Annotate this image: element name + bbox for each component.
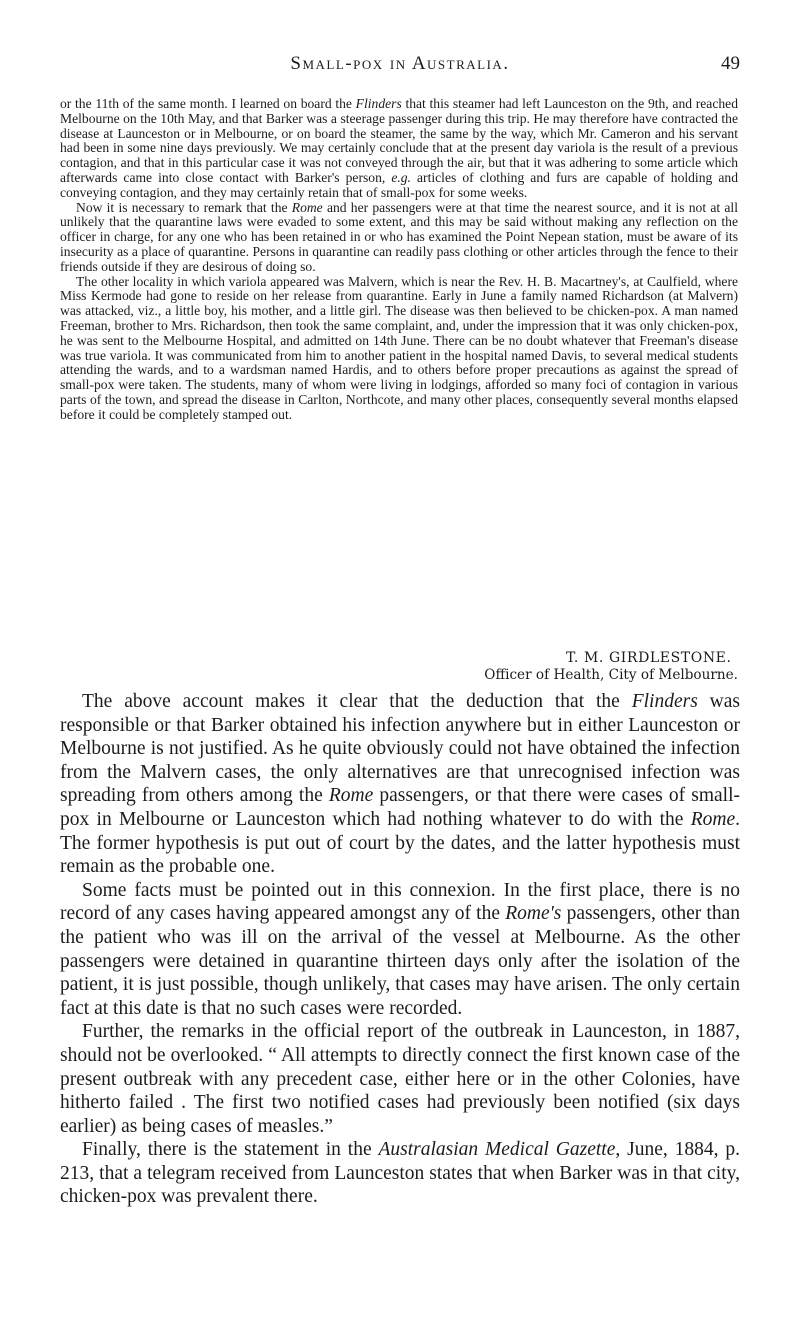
running-title: Small-pox in Australia. xyxy=(290,53,510,74)
quote-paragraph: Now it is necessary to remark that the Rome and her passengers were at that time the nearest source, and it is not at all unlikely that the quarantine laws were evaded to some extent, and this may be said without making any reflection on the officer in charge, for any one who has been retained in or who has examined the Point Nepean station, must be aware of its insecurity as a place of quarantine. Persons in quarantine can readily pass clothing or other articles through the fence to their friends outside if they are desirous of doing so. xyxy=(60,199,738,274)
quote-paragraph: or the 11th of the same month. I learned on board the Flinders that this steamer had left Launceston on the 9th, and reached Melbourne on the 10th May, and that Barker was a steerage passenger during this trip. He may therefore have contracted the disease at Launceston or in Melbourne, or on board the steamer, the same by the way, which Mr. Cameron and his servant had been in some nine days previously. We may certainly conclude that at the present day variola is the result of a previous contagion, and that in this particular case it was not conveyed through the air, but that it was adhering to some article which afterwards came into close contact with Barker's person, e.g. articles of clothing and furs are capable of holding and conveying contagion, and they may certainly retain that of small-pox for some weeks. xyxy=(60,96,738,200)
signature-name: T. M. GIRDLESTONE. xyxy=(566,650,732,666)
signature-role: Officer of Health, City of Melbourne. xyxy=(484,667,738,683)
body-paragraph: Finally, there is the statement in the Australasian Medical Gazette, June, 1884, p. 213, that a telegram received from Launceston states that when Barker was in that city, chicken-pox was prevalent there. xyxy=(60,1139,740,1208)
quote-paragraph: The other locality in which variola appeared was Malvern, which is near the Rev. H. B. Macartney's, at Caulfield, where Miss Kermode had gone to reside on her release from quarantine. Early in June a family named Richardson (at Malvern) was attacked, viz., a little boy, his mother, and a little girl. The disease was then believed to be chicken-pox. A man named Freeman, brother to Mrs. Richardson, then took the same complaint, and, under the impression that it was only chicken-pox, he was sent to the Melbourne Hospital, and admitted on 14th June. There can be no doubt whatever that Freeman's disease was true variola. It was communicated from him to another patient in the hospital named Davis, to several medical students attending the wards, and to a wardsman named Hardis, and to others before proper precautions as against the spread of small-pox were taken. The students, many of whom were living in lodgings, afforded so many foci of contagion in various parts of the town, and spread the disease in Carlton, Northcote, and many other places, consequently several months elapsed before it could be completely stamped out. xyxy=(60,273,738,422)
page-number: 49 xyxy=(721,53,740,74)
body-paragraph: Some facts must be pointed out in this connexion. In the first place, there is no record of any cases having appeared amongst any of the Rome's passengers, other than the patient who was ill on the arrival of the vessel at Melbourne. As the other passengers were detained in quarantine thirteen days only after the isolation of the patient, it is just possible, though unlikely, that cases may have arisen. The only certain fact at this date is that no such cases were recorded. xyxy=(60,879,740,1019)
body-paragraph: Further, the remarks in the official report of the outbreak in Launceston, in 1887, should not be overlooked. “ All attempts to directly connect the first known case of the present outbreak with any precedent case, either here or in the other Colonies, have hitherto failed . The first two notified cases had previously been notified (six days earlier) as being cases of measles.” xyxy=(60,1021,740,1137)
quoted-report xyxy=(60,97,738,423)
running-head xyxy=(60,53,740,77)
body-paragraph: The above account makes it clear that the deduction that the Flinders was responsible or that Barker obtained his infection anywhere but in either Launceston or Melbourne is not justified. As he quite obviously could not have obtained the infection from the Malvern cases, the only alternatives are that unrecognised infection was spreading from others among the Rome passengers, or that there were cases of small-pox in Melbourne or Launceston which had nothing whatever to do with the Rome. The former hypothesis is put out of court by the dates, and the latter hypothesis must remain as the probable one. xyxy=(60,691,740,878)
main-text xyxy=(60,690,740,1209)
